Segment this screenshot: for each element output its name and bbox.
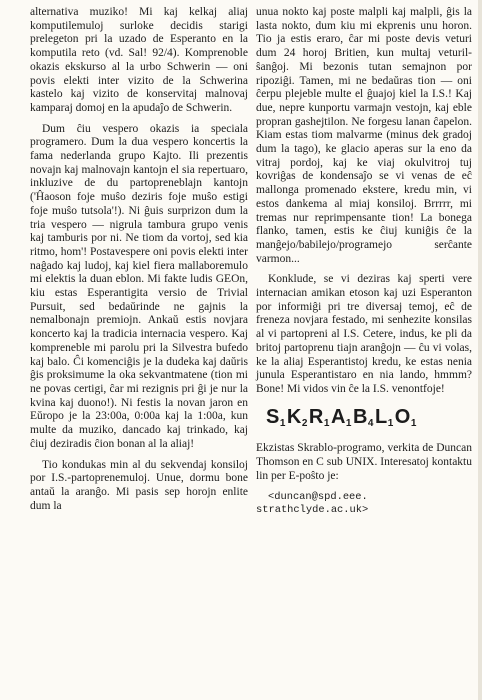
logo-score: 1 [345, 417, 352, 429]
paragraph: alternativa muziko! Mi kaj kelkaj aliaj komputilemuloj surloke decidis starigi prelegeton pri la uzado de Esperanto en la komputila reto (vd. Sal! 92/4). Komprenoble okazis ekskurso al la urbo Schwerin — oni povis elekti inter vizito de la Schwerina kastelo kaj vizito de konservitaj malnovaj kamparaj domoj en la apudaĵo de Schwerin. [30, 6, 248, 114]
logo-letter: B [352, 405, 368, 428]
page-edge [478, 0, 482, 700]
paragraph: Dum ĉiu vespero okazis ia speciala programero. Dum la dua vespero koncertis la fama nederlanda grupo Kajto. Ili prezentis novajn kaj malnovajn kantojn el sia repertuaro, inkluzive de du partopreneblajn kantojn ('Ĥaoson foje muŝo deziris foje muŝo estigi foje muŝo tutsola'!). Ni ĝuis surprizon dum la tria vespero — nigrula tambura grupo venis kaj tamburis por ni. Ne tiom da vortoj, sed kia ritmo, hom'! Postavespere oni povis elekti inter naĝado kaj ludoj, kaj kiel fiera mallaboremulo mi elektis la duan eblon. Mi fakte ludis GEOn, kiu estas Esperantigita versio de Trivial Pursuit, sed bedaŭrinde ne gajnis la nemalbonajn premiojn. Ankaŭ estis novjara koncerto kaj la tradicia internacia vespero. Kaj kompreneble mi parolu pri la Silvestra bufedo kaj balo. Ĉi komenciĝis je la dudeka kaj daŭris ĝis proksimume la oka sekvantmatene (tion mi ne povas certigi, ĉar mi rezignis pri ĝi je nur la kvina kaj duono!). Ni festis la novan jaron en Eŭropo je la 23:00a, 0:00a kaj la 1:00a, kun multe da muziko, dancado kaj trinkado, kaj ĉiuj deziradis ĉion bonan al la aliaj! [30, 122, 248, 450]
paragraph: unua nokto kaj poste malpli kaj malpli, ĝis la lasta nokto, dum kiu mi ekprenis unu horon. Tio ja estis eraro, ĉar mi poste devis veturi dum 24 horoj Britien, kun multaj veturil-ŝanĝoj. Mi bezonis tutan semajnon por ripoziĝi. Tamen, mi ne bedaŭras tion — oni ĉerpu plejeble multe el ĝuajoj kiel la I.S.! Kaj due, nepre kunportu varmajn vestojn, kaj eble propran gashejtilon. Ne forgesu lanan ĉapelon. Kiam estas tiom malvarme (minus dek gradoj dum la tago), ke glacio aperas sur la eno da vitraj pordoj, kaj ke viaj okulvitroj tuj kovriĝas de kondensaĵo se vi venas de eĉ mallonga promenado ekstere, kredu min, vi estos dankema al miaj konsiloj. Brrrrr, mi tremas nur reprimpensante tion! La bonega flanko, tamen, estis ke ĉiuj kuniĝis ĉe la manĝejo/babilejo/programejo serĉante varmon... [256, 6, 472, 265]
footer-note: Ekzistas Skrablo-programo, verkita de Duncan Thomson en C sub UNIX. Interesatoj kontaktu lin per E-poŝto je: [256, 442, 472, 482]
right-column [256, 6, 472, 518]
logo-score: 1 [387, 417, 394, 429]
paragraph: Tio kondukas min al du sekvendaj konsiloj por I.S.-partoprenemuloj. Unue, dormu bone antaŭ la aranĝo. Mi pasis sep horojn enlite dum la [30, 458, 248, 512]
logo-score: 1 [410, 417, 417, 429]
logo-letter: S [266, 405, 280, 428]
logo-score: 1 [323, 417, 330, 429]
email-address: <duncan@spd.eee. strathclyde.ac.uk> [256, 490, 369, 516]
logo-score: 4 [367, 417, 374, 429]
logo-letter: K [286, 405, 302, 428]
logo-letter: R [308, 405, 324, 428]
logo-score: 2 [301, 417, 308, 429]
logo-score: 1 [279, 417, 286, 429]
left-column [30, 6, 248, 513]
logo-letter: L [374, 405, 388, 428]
logo-letter: O [394, 405, 411, 428]
logo-letter: A [330, 405, 346, 428]
paragraph: Konklude, se vi deziras kaj sperti vere internacian amikan etoson kaj uzi Esperanton por informiĝi pri tre diversaj temoj, eĉ de freneza novjara festado, mi senhezite konsilas al vi partopreni al I.S. Cetere, indus, ke pli da britoj partoprenu tiajn aranĝojn — ĉu vi volas, ke la aliaj Esperantistoj kredu, ke estas nenia junula Esperantistaro en nia lando, hmmm? Bone! Mi vidos vin ĉe la I.S. venontfoje! [256, 273, 472, 395]
skrablo-logo [266, 405, 472, 431]
